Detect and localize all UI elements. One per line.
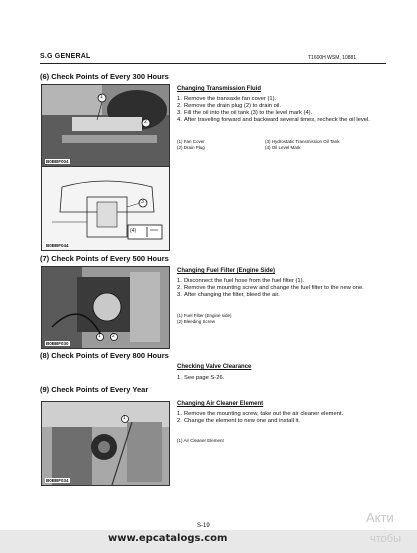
step-item: 2. Remove the drain plug (2) to drain oil. (177, 103, 281, 109)
step-item: 3. After changing the filter, bleed the air. (177, 292, 280, 298)
fuel-filter-photo-illustration (42, 267, 169, 348)
legend-item: (2) Bleeding Screw (177, 319, 216, 324)
watermark-line-1: Акти (366, 510, 394, 525)
photo-air-cleaner (41, 401, 170, 486)
legend-item: (2) Drain Plug (177, 145, 205, 150)
fuel-filter-title: Changing Fuel Filter (Engine Side) (177, 268, 276, 274)
step-item: 2. Change the element to new one and install it. (177, 418, 301, 424)
photo1-caption: B0BBF004 (46, 159, 69, 164)
step-item: 1. Remove the transaxle fan cover (1). (177, 96, 277, 102)
footer-url-link[interactable]: www.epcatalogs.com (108, 533, 228, 544)
section-800-hours-title: (8) Check Points of Every 800 Hours (40, 351, 169, 360)
step-item: 4. After traveling forward and backward several times, recheck the oil level. (177, 117, 370, 123)
transmission-steps (177, 96, 382, 124)
photo3-callout-2: 2 (112, 333, 115, 339)
legend-item: (1) Air Cleaner Element (177, 438, 224, 443)
step-item: 3. Fill the oil into the oil tank (3) to the level mark (4). (177, 110, 313, 116)
diagram-oil-tank (41, 166, 170, 251)
photo-transaxle-fan-cover (41, 84, 170, 167)
air-cleaner-photo-illustration (42, 402, 169, 485)
section-500-hours-title: (7) Check Points of Every 500 Hours (40, 254, 169, 263)
page-number: S-19 (197, 523, 210, 529)
section-300-hours-title: (6) Check Points of Every 300 Hours (40, 72, 169, 81)
watermark-line-2: чтобы (370, 533, 401, 545)
legend-item: (1) Fan Cover (177, 139, 205, 144)
section-yearly-title: (9) Check Points of Every Year (40, 385, 149, 394)
photo1-callout-1: 1 (100, 94, 103, 100)
step-item: 1. Disconnect the fuel hose from the fuel filter (1). (177, 278, 305, 284)
photo2-caption: B0BBF044 (46, 243, 69, 248)
step-item: 1. See page S-26. (177, 375, 225, 381)
transaxle-photo-illustration (42, 85, 169, 166)
step-item: 2. Remove the mounting screw and change the fuel filter to the new one. (177, 285, 364, 291)
valve-steps (177, 375, 382, 382)
legend-item: (1) Fuel Filter (Engine side) (177, 313, 232, 318)
photo1-callout-2: 2 (144, 119, 147, 125)
header-rule (40, 63, 386, 64)
fuel-filter-steps (177, 278, 382, 299)
photo4-caption: B0BBF034 (46, 478, 69, 483)
oil-tank-line-drawing (42, 167, 169, 250)
photo-fuel-filter (41, 266, 170, 349)
header-section-title: S.G GENERAL (40, 53, 91, 60)
photo3-callout-1: 1 (98, 333, 101, 339)
photo4-callout-1: 1 (123, 415, 126, 421)
legend-item: (3) Hydrostatic Transmission Oil Tank (265, 139, 340, 144)
air-cleaner-title: Changing Air Cleaner Element (177, 401, 264, 407)
header-manual-id: T1600H WSM, 10881 (308, 55, 357, 61)
legend-item: (4) Oil Level Mark (265, 145, 301, 150)
transmission-fluid-title: Changing Transmission Fluid (177, 86, 262, 92)
air-cleaner-steps (177, 411, 382, 425)
valve-clearance-title: Checking Valve Clearance (177, 364, 252, 370)
photo3-caption: B0BBF030 (46, 341, 69, 346)
photo2-callout-3: 3 (141, 199, 144, 205)
photo2-callout-4: (4) (130, 228, 137, 234)
step-item: 1. Remove the mounting screw, take out the air cleaner element. (177, 411, 344, 417)
